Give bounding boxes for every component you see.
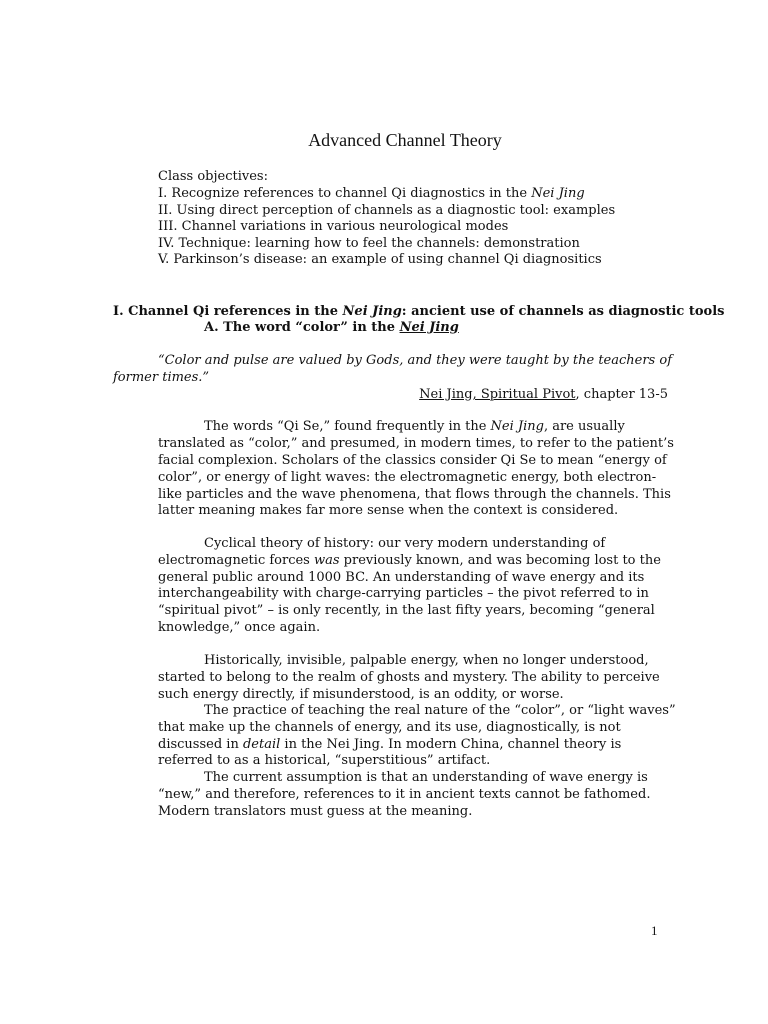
quote-citation: Nei Jing, Spiritual Pivot, chapter 13-5 (419, 387, 668, 402)
objective-item: II. Using direct perception of channels as a diagnostic tool: examples (158, 203, 616, 218)
paragraph-line: referred to as a historical, “superstitious” artifact. (158, 753, 491, 768)
paragraph-line: The practice of teaching the real nature of the “color”, or “light waves” (204, 703, 676, 718)
paragraph-line: “spiritual pivot” – is only recently, in the last fifty years, becoming “general (158, 603, 655, 618)
paragraph-line: translated as “color,” and presumed, in modern times, to refer to the patient’s (158, 436, 674, 451)
paragraph-line: The current assumption is that an understanding of wave energy is (204, 770, 648, 785)
page-number: 1 (651, 923, 658, 938)
objective-item: III. Channel variations in various neurological modes (158, 219, 509, 234)
objectives-heading: Class objectives: (158, 169, 268, 184)
paragraph-line: latter meaning makes far more sense when the context is considered. (158, 503, 619, 518)
paragraph-line: Modern translators must guess at the meaning. (158, 804, 473, 819)
section-heading: I. Channel Qi references in the Nei Jing: ancient use of channels as diagnostic tools (113, 304, 725, 319)
paragraph-line: discussed in detail in the Nei Jing. In modern China, channel theory is (158, 737, 622, 752)
paragraph-line: such energy directly, if misunderstood, is an oddity, or worse. (158, 687, 564, 702)
paragraph-line: color”, or energy of light waves: the electromagnetic energy, both electron- (158, 470, 657, 485)
objective-item: I. Recognize references to channel Qi diagnostics in the Nei Jing (158, 186, 585, 201)
paragraph-line: general public around 1000 BC. An understanding of wave energy and its (158, 570, 645, 585)
paragraph-line: “new,” and therefore, references to it in ancient texts cannot be fathomed. (158, 787, 651, 802)
subsection-heading: A. The word “color” in the Nei Jing (204, 320, 459, 335)
quote-line: former times.” (113, 370, 210, 385)
paragraph-line: knowledge,” once again. (158, 620, 321, 635)
objective-item: V. Parkinson’s disease: an example of using channel Qi diagnositics (158, 252, 602, 267)
page-title: Advanced Channel Theory (308, 130, 502, 150)
paragraph-line: facial complexion. Scholars of the classics consider Qi Se to mean “energy of (158, 453, 667, 468)
paragraph-line: electromagnetic forces was previously known, and was becoming lost to the (158, 553, 661, 568)
paragraph-line: Historically, invisible, palpable energy, when no longer understood, (204, 653, 649, 668)
paragraph-line: like particles and the wave phenomena, that flows through the channels. This (158, 487, 671, 502)
quote-line: “Color and pulse are valued by Gods, and they were taught by the teachers of (158, 353, 673, 368)
paragraph-line: Cyclical theory of history: our very modern understanding of (204, 536, 606, 551)
paragraph-line: interchangeability with charge-carrying particles – the pivot referred to in (158, 586, 649, 601)
paragraph-line: The words “Qi Se,” found frequently in the Nei Jing, are usually (204, 419, 625, 434)
paragraph-line: started to belong to the realm of ghosts and mystery. The ability to perceive (158, 670, 660, 685)
objective-item: IV. Technique: learning how to feel the channels: demonstration (158, 236, 580, 251)
paragraph-line: that make up the channels of energy, and its use, diagnostically, is not (158, 720, 621, 735)
